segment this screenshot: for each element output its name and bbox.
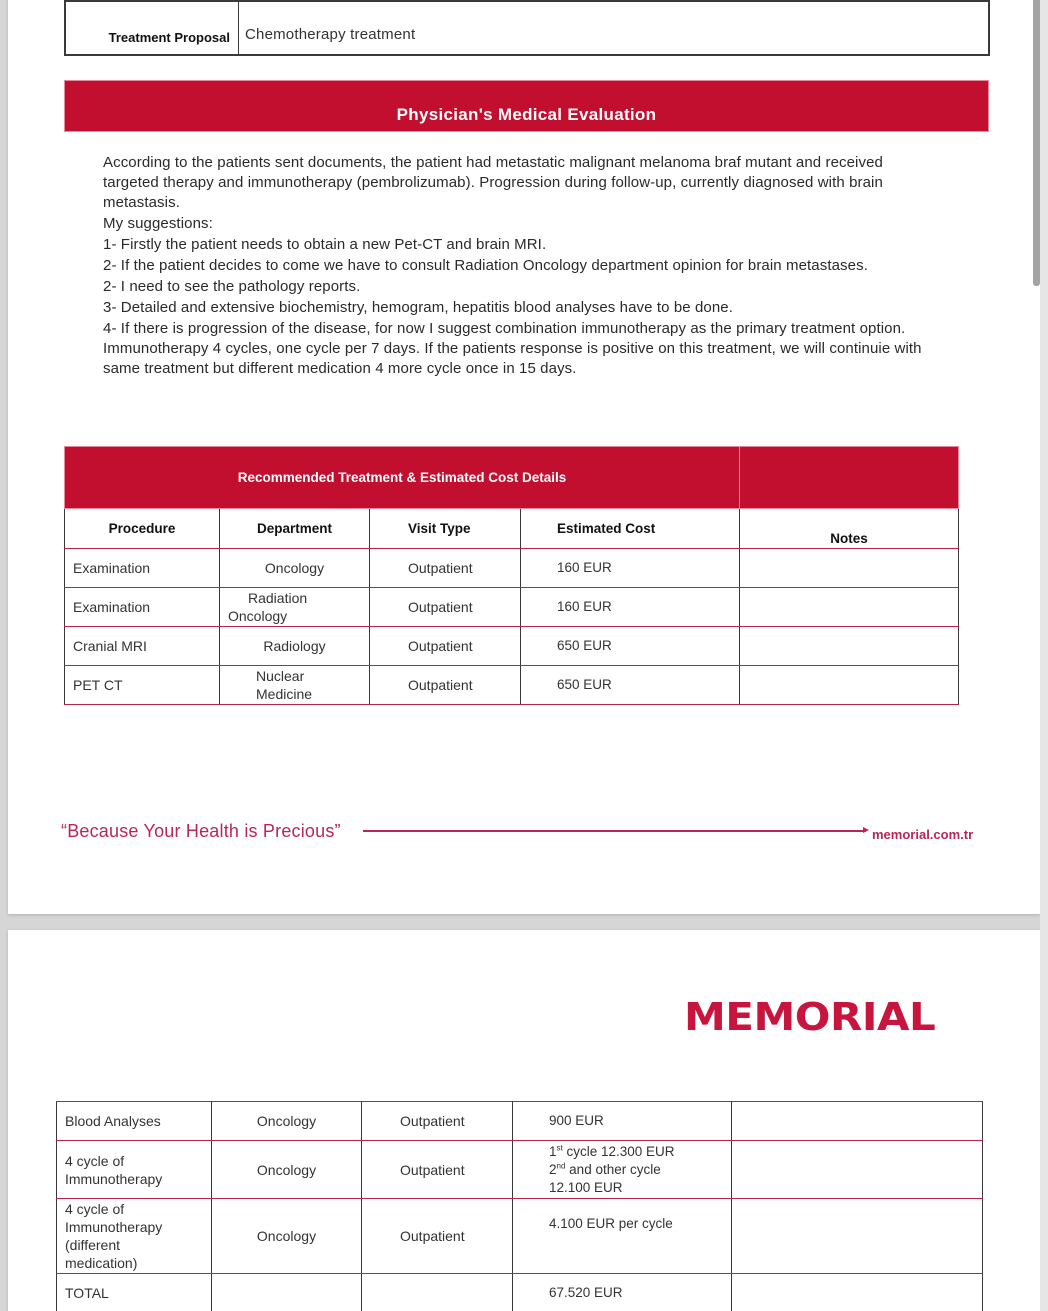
header-visit-type: Visit Type xyxy=(370,509,521,549)
table-row xyxy=(65,549,959,588)
cell-procedure-line: 4 cycle of xyxy=(65,1201,125,1217)
cost-table-title-blank xyxy=(740,447,959,509)
cell-department xyxy=(220,666,370,705)
cell-notes xyxy=(740,549,959,588)
evaluation-paragraph: According to the patients sent documents, the patient had metastatic malignant melanoma braf mutant and received targeted therapy and immunotherapy (pembrolizumab). Progression during follow-up, currently diagnosed with brain metastasis. xyxy=(103,154,883,211)
table-row xyxy=(57,1199,983,1274)
cell-cost: 650 EUR xyxy=(521,666,740,705)
cell-cost: 650 EUR xyxy=(521,627,740,666)
cell-department: Oncology xyxy=(220,549,370,588)
cell-department-line: Oncology xyxy=(228,608,288,624)
cell-department xyxy=(220,588,370,627)
table-row xyxy=(65,666,959,705)
cell-department-line: Medicine xyxy=(256,686,313,702)
table-row xyxy=(57,1102,983,1141)
evaluation-paragraph: 2- If the patient decides to come we have to consult Radiation Oncology department opinion for brain metastases. xyxy=(103,257,868,274)
cell-cost: 900 EUR xyxy=(513,1102,732,1141)
header-estimated-cost: Estimated Cost xyxy=(521,509,740,549)
cell-department-line: Nuclear xyxy=(256,668,305,684)
cell-procedure: PET CT xyxy=(65,666,220,705)
footer-slogan: “Because Your Health is Precious” xyxy=(61,821,341,841)
cell-visit-type: Outpatient xyxy=(370,666,521,705)
document-page-1 xyxy=(8,0,1040,914)
memorial-logo: MEMORIAL xyxy=(684,994,936,1040)
cell-department-line: Radiation xyxy=(248,590,308,606)
cell-procedure xyxy=(57,1199,212,1274)
cell-department: Oncology xyxy=(212,1141,362,1199)
cost-table-title-row xyxy=(65,447,959,509)
cost-line-sup: st xyxy=(556,1143,563,1152)
arrow-right-icon xyxy=(863,827,869,833)
header-procedure: Procedure xyxy=(65,509,220,549)
cell-cost-line xyxy=(549,1143,731,1161)
cell-procedure xyxy=(57,1141,212,1199)
cost-table-header-row xyxy=(65,509,959,549)
cell-procedure: Blood Analyses xyxy=(57,1102,212,1141)
table-row xyxy=(57,1141,983,1199)
scrollbar-thumb[interactable] xyxy=(1033,0,1040,286)
evaluation-paragraph: My suggestions: xyxy=(103,215,213,232)
treatment-proposal-row xyxy=(64,0,990,56)
footer-website-link[interactable]: memorial.com.tr xyxy=(872,827,974,842)
cell-notes xyxy=(732,1141,983,1199)
cell-visit-type: Outpatient xyxy=(370,549,521,588)
cell-notes xyxy=(740,627,959,666)
cell-notes xyxy=(740,588,959,627)
cell-cost-line xyxy=(549,1161,731,1179)
cell-cost-line: 12.100 EUR xyxy=(549,1179,623,1195)
table-row xyxy=(65,588,959,627)
evaluation-paragraph: 1- Firstly the patient needs to obtain a new Pet-CT and brain MRI. xyxy=(103,236,547,253)
cell-notes xyxy=(740,666,959,705)
table-row-total xyxy=(57,1274,983,1311)
cell-procedure-line: 4 cycle of xyxy=(65,1152,125,1169)
cell-visit-type: Outpatient xyxy=(370,627,521,666)
cell-visit-type xyxy=(362,1274,513,1311)
treatment-proposal-value: Chemotherapy treatment xyxy=(245,26,416,43)
cell-notes xyxy=(732,1274,983,1311)
cell-procedure: Examination xyxy=(65,588,220,627)
treatment-proposal-label: Treatment Proposal xyxy=(66,2,239,54)
cost-line-num: 2 xyxy=(549,1161,557,1177)
cost-line-rest: cycle 12.300 EUR xyxy=(562,1143,675,1159)
cell-total-cost: 67.520 EUR xyxy=(513,1274,732,1311)
cell-procedure: TOTAL xyxy=(57,1274,212,1311)
cell-procedure-line: Immunotherapy xyxy=(65,1219,163,1235)
cost-table-continued xyxy=(56,1101,983,1311)
cell-department xyxy=(212,1274,362,1311)
scrollbar-track[interactable] xyxy=(1040,0,1048,1311)
cell-cost: 160 EUR xyxy=(521,588,740,627)
cell-visit-type: Outpatient xyxy=(370,588,521,627)
evaluation-section-header: Physician's Medical Evaluation xyxy=(64,80,989,132)
table-row xyxy=(65,627,959,666)
cell-department: Oncology xyxy=(212,1102,362,1141)
cost-line-num: 1 xyxy=(549,1143,557,1159)
cell-department: Radiology xyxy=(220,627,370,666)
evaluation-paragraph: 2- I need to see the pathology reports. xyxy=(103,278,361,295)
cell-cost xyxy=(513,1141,732,1199)
cost-line-rest: and other cycle xyxy=(565,1161,661,1177)
cell-department: Oncology xyxy=(212,1199,362,1274)
cell-procedure: Examination xyxy=(65,549,220,588)
cell-notes xyxy=(732,1199,983,1274)
cell-visit-type: Outpatient xyxy=(362,1199,513,1274)
cell-visit-type: Outpatient xyxy=(362,1141,513,1199)
cost-table-title: Recommended Treatment & Estimated Cost Details xyxy=(65,447,740,509)
cell-cost: 4.100 EUR per cycle xyxy=(513,1199,732,1274)
evaluation-text xyxy=(103,153,923,380)
cell-procedure-line: medication) xyxy=(65,1255,138,1271)
cell-visit-type: Outpatient xyxy=(362,1102,513,1141)
cell-procedure-line: Immunotherapy xyxy=(65,1170,163,1187)
header-department: Department xyxy=(220,509,370,549)
evaluation-paragraph: 3- Detailed and extensive biochemistry, hemogram, hepatitis blood analyses have to be done. xyxy=(103,299,734,316)
cell-cost: 160 EUR xyxy=(521,549,740,588)
cell-procedure: Cranial MRI xyxy=(65,627,220,666)
evaluation-paragraph: 4- If there is progression of the disease, for now I suggest combination immunotherapy as the primary treatment option. Immunotherapy 4 cycles, one cycle per 7 days. If the patients response is positive on this treatment, we will continuie with same treatment but different medication 4 more cycle once in 15 days. xyxy=(103,320,922,377)
footer-divider-line xyxy=(363,830,866,832)
cost-table xyxy=(64,446,959,705)
cost-line-sup: nd xyxy=(556,1161,566,1170)
cell-procedure-line: (different xyxy=(65,1237,120,1253)
header-notes: Notes xyxy=(740,509,959,549)
cell-notes xyxy=(732,1102,983,1141)
